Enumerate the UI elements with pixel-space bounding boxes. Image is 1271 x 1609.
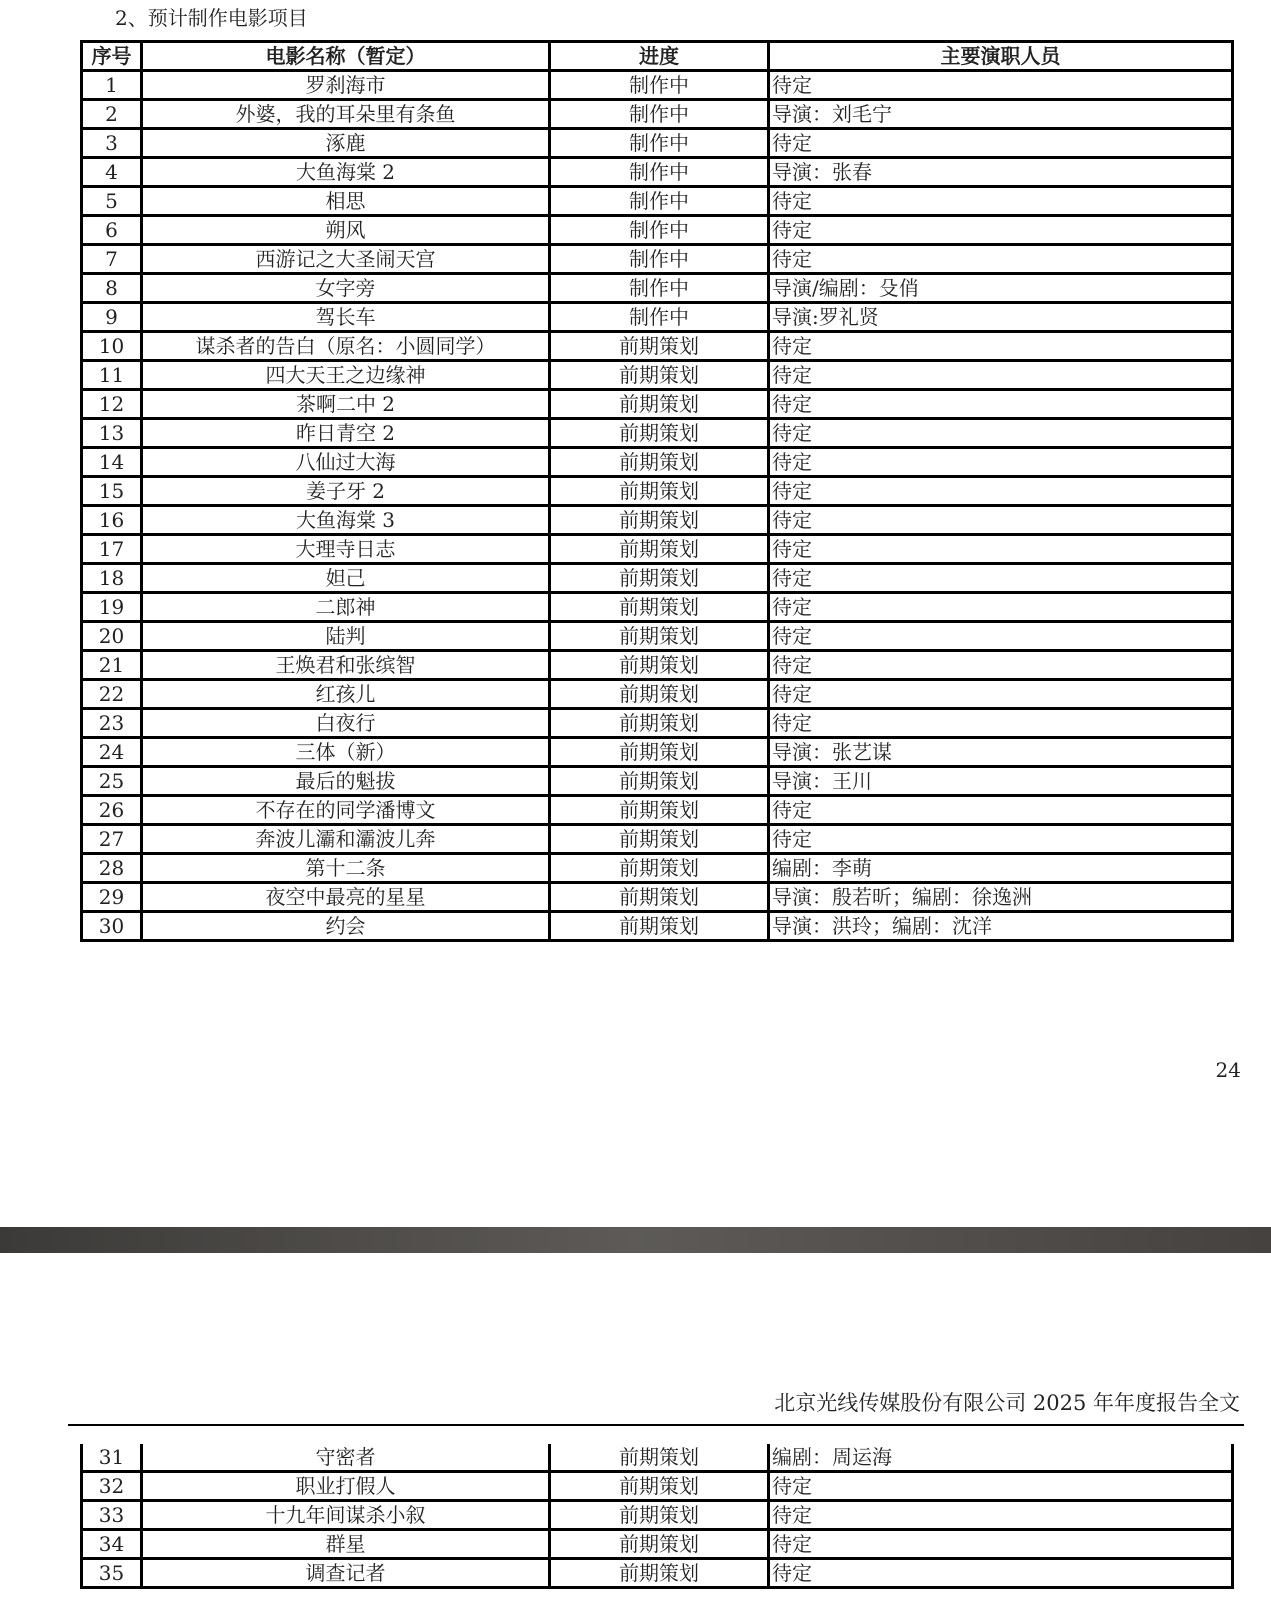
- cell-progress: 前期策划: [550, 883, 769, 912]
- cell-film-title: 三体（新）: [142, 738, 550, 767]
- header-index: 序号: [82, 42, 142, 71]
- cell-progress: 前期策划: [550, 390, 769, 419]
- cell-index: 26: [82, 796, 142, 825]
- cell-cast-crew: 导演：洪玲；编剧：沈洋: [769, 912, 1233, 941]
- cell-cast-crew: 待定: [769, 216, 1233, 245]
- cell-film-title: 约会: [142, 912, 550, 941]
- cell-cast-crew: 待定: [769, 390, 1233, 419]
- cell-progress: 制作中: [550, 71, 769, 100]
- cell-film-title: 四大天王之边缘神: [142, 361, 550, 390]
- cell-progress: 前期策划: [550, 854, 769, 883]
- cell-cast-crew: 编剧：李萌: [769, 854, 1233, 883]
- table-row: [82, 1501, 1233, 1530]
- section-title: 2、预计制作电影项目: [115, 6, 308, 30]
- cell-cast-crew: 待定: [769, 1501, 1233, 1530]
- cell-film-title: 朔风: [142, 216, 550, 245]
- cell-progress: 前期策划: [550, 593, 769, 622]
- cell-cast-crew: 待定: [769, 187, 1233, 216]
- cell-index: 18: [82, 564, 142, 593]
- cell-film-title: 奔波儿灞和灞波儿奔: [142, 825, 550, 854]
- cell-progress: 制作中: [550, 216, 769, 245]
- cell-film-title: 大鱼海棠 2: [142, 158, 550, 187]
- table-row: [82, 187, 1233, 216]
- cell-index: 8: [82, 274, 142, 303]
- cell-cast-crew: 待定: [769, 448, 1233, 477]
- cell-cast-crew: 待定: [769, 477, 1233, 506]
- table-row: [82, 651, 1233, 680]
- cell-progress: 前期策划: [550, 448, 769, 477]
- cell-index: 16: [82, 506, 142, 535]
- cell-index: 19: [82, 593, 142, 622]
- cell-progress: 前期策划: [550, 1559, 769, 1588]
- table-row: [82, 593, 1233, 622]
- table-row: [82, 564, 1233, 593]
- cell-film-title: 大理寺日志: [142, 535, 550, 564]
- header-cast-crew: 主要演职人员: [769, 42, 1233, 71]
- cell-index: 33: [82, 1501, 142, 1530]
- cell-film-title: 最后的魁拔: [142, 767, 550, 796]
- cell-progress: 前期策划: [550, 767, 769, 796]
- cell-film-title: 大鱼海棠 3: [142, 506, 550, 535]
- cell-cast-crew: 待定: [769, 1472, 1233, 1501]
- cell-film-title: 罗刹海市: [142, 71, 550, 100]
- table-row: [82, 303, 1233, 332]
- cell-cast-crew: 待定: [769, 709, 1233, 738]
- table-row: [82, 129, 1233, 158]
- table-row: [82, 477, 1233, 506]
- cell-progress: 前期策划: [550, 361, 769, 390]
- cell-cast-crew: 导演：刘毛宁: [769, 100, 1233, 129]
- table-row: [82, 767, 1233, 796]
- cell-cast-crew: 导演：张春: [769, 158, 1233, 187]
- cell-film-title: 职业打假人: [142, 1472, 550, 1501]
- cell-cast-crew: 待定: [769, 332, 1233, 361]
- cell-cast-crew: 待定: [769, 1559, 1233, 1588]
- cell-progress: 制作中: [550, 274, 769, 303]
- cell-progress: 制作中: [550, 245, 769, 274]
- cell-cast-crew: 导演:罗礼贤: [769, 303, 1233, 332]
- cell-film-title: 红孩儿: [142, 680, 550, 709]
- cell-film-title: 守密者: [142, 1444, 550, 1472]
- cell-progress: 前期策划: [550, 825, 769, 854]
- page-divider: [0, 1227, 1271, 1253]
- table-row: [82, 419, 1233, 448]
- cell-cast-crew: 待定: [769, 245, 1233, 274]
- cell-film-title: 王焕君和张缤智: [142, 651, 550, 680]
- cell-progress: 前期策划: [550, 680, 769, 709]
- header-film-title: 电影名称（暂定）: [142, 42, 550, 71]
- table-row: [82, 796, 1233, 825]
- table-row: [82, 216, 1233, 245]
- cell-cast-crew: 待定: [769, 593, 1233, 622]
- cell-cast-crew: 导演/编剧：殳俏: [769, 274, 1233, 303]
- cell-progress: 前期策划: [550, 564, 769, 593]
- cell-index: 12: [82, 390, 142, 419]
- cell-index: 28: [82, 854, 142, 883]
- cell-progress: 制作中: [550, 129, 769, 158]
- table-row: [82, 390, 1233, 419]
- cell-cast-crew: 待定: [769, 535, 1233, 564]
- table-row: [82, 912, 1233, 941]
- cell-index: 32: [82, 1472, 142, 1501]
- cell-progress: 前期策划: [550, 1444, 769, 1472]
- cell-index: 31: [82, 1444, 142, 1472]
- cell-film-title: 陆判: [142, 622, 550, 651]
- table-row: [82, 158, 1233, 187]
- table-row: [82, 680, 1233, 709]
- cell-progress: 前期策划: [550, 796, 769, 825]
- table-row: [82, 361, 1233, 390]
- cell-cast-crew: 导演：殷若昕；编剧：徐逸洲: [769, 883, 1233, 912]
- cell-index: 23: [82, 709, 142, 738]
- cell-film-title: 女字旁: [142, 274, 550, 303]
- table-row: [82, 245, 1233, 274]
- cell-index: 1: [82, 71, 142, 100]
- table-row: [82, 1530, 1233, 1559]
- cell-index: 30: [82, 912, 142, 941]
- cell-cast-crew: 待定: [769, 651, 1233, 680]
- header-rule: [68, 1424, 1244, 1426]
- table-header-row: [82, 42, 1233, 71]
- cell-progress: 制作中: [550, 158, 769, 187]
- cell-index: 14: [82, 448, 142, 477]
- cell-progress: 前期策划: [550, 1501, 769, 1530]
- cell-index: 29: [82, 883, 142, 912]
- cell-index: 15: [82, 477, 142, 506]
- film-projects-table: [80, 40, 1234, 942]
- cell-progress: 制作中: [550, 303, 769, 332]
- cell-film-title: 茶啊二中 2: [142, 390, 550, 419]
- running-header: 北京光线传媒股份有限公司 2025 年年度报告全文: [774, 1391, 1240, 1415]
- cell-progress: 前期策划: [550, 506, 769, 535]
- cell-index: 11: [82, 361, 142, 390]
- cell-cast-crew: 待定: [769, 564, 1233, 593]
- cell-film-title: 第十二条: [142, 854, 550, 883]
- table-row: [82, 274, 1233, 303]
- cell-film-title: 十九年间谋杀小叙: [142, 1501, 550, 1530]
- cell-index: 25: [82, 767, 142, 796]
- cell-index: 3: [82, 129, 142, 158]
- cell-film-title: 谋杀者的告白（原名：小圆同学）: [142, 332, 550, 361]
- table-row: [82, 448, 1233, 477]
- cell-film-title: 驾长车: [142, 303, 550, 332]
- cell-index: 4: [82, 158, 142, 187]
- cell-progress: 前期策划: [550, 1472, 769, 1501]
- cell-cast-crew: 编剧：周运海: [769, 1444, 1233, 1472]
- cell-cast-crew: 待定: [769, 71, 1233, 100]
- film-projects-table-continued: [80, 1444, 1234, 1589]
- cell-index: 27: [82, 825, 142, 854]
- cell-index: 2: [82, 100, 142, 129]
- cell-index: 9: [82, 303, 142, 332]
- cell-progress: 前期策划: [550, 651, 769, 680]
- cell-progress: 前期策划: [550, 1530, 769, 1559]
- cell-cast-crew: 待定: [769, 361, 1233, 390]
- cell-progress: 前期策划: [550, 738, 769, 767]
- cell-film-title: 调查记者: [142, 1559, 550, 1588]
- cell-cast-crew: 待定: [769, 680, 1233, 709]
- cell-index: 13: [82, 419, 142, 448]
- cell-cast-crew: 待定: [769, 1530, 1233, 1559]
- cell-progress: 制作中: [550, 187, 769, 216]
- cell-film-title: 不存在的同学潘博文: [142, 796, 550, 825]
- cell-index: 22: [82, 680, 142, 709]
- table-row: [82, 535, 1233, 564]
- table-row: [82, 854, 1233, 883]
- table-row: [82, 100, 1233, 129]
- cell-index: 35: [82, 1559, 142, 1588]
- cell-progress: 制作中: [550, 100, 769, 129]
- cell-film-title: 八仙过大海: [142, 448, 550, 477]
- cell-film-title: 妲己: [142, 564, 550, 593]
- cell-film-title: 群星: [142, 1530, 550, 1559]
- cell-cast-crew: 导演：王川: [769, 767, 1233, 796]
- cell-cast-crew: 待定: [769, 506, 1233, 535]
- table-row: [82, 709, 1233, 738]
- table-row: [82, 1559, 1233, 1588]
- cell-index: 6: [82, 216, 142, 245]
- cell-index: 5: [82, 187, 142, 216]
- cell-progress: 前期策划: [550, 419, 769, 448]
- cell-index: 20: [82, 622, 142, 651]
- cell-film-title: 涿鹿: [142, 129, 550, 158]
- cell-film-title: 白夜行: [142, 709, 550, 738]
- table-row: [82, 738, 1233, 767]
- cell-film-title: 昨日青空 2: [142, 419, 550, 448]
- cell-progress: 前期策划: [550, 477, 769, 506]
- cell-film-title: 外婆，我的耳朵里有条鱼: [142, 100, 550, 129]
- cell-index: 7: [82, 245, 142, 274]
- cell-film-title: 西游记之大圣闹天宫: [142, 245, 550, 274]
- table-row: [82, 622, 1233, 651]
- cell-cast-crew: 待定: [769, 129, 1233, 158]
- cell-progress: 前期策划: [550, 622, 769, 651]
- cell-film-title: 夜空中最亮的星星: [142, 883, 550, 912]
- table-row: [82, 1472, 1233, 1501]
- cell-index: 34: [82, 1530, 142, 1559]
- table-row: [82, 332, 1233, 361]
- cell-cast-crew: 待定: [769, 796, 1233, 825]
- page-number: 24: [1215, 1058, 1241, 1082]
- cell-progress: 前期策划: [550, 332, 769, 361]
- cell-index: 17: [82, 535, 142, 564]
- table-row: [82, 506, 1233, 535]
- cell-progress: 前期策划: [550, 912, 769, 941]
- cell-cast-crew: 导演：张艺谋: [769, 738, 1233, 767]
- cell-cast-crew: 待定: [769, 825, 1233, 854]
- table-row: [82, 1444, 1233, 1472]
- cell-cast-crew: 待定: [769, 419, 1233, 448]
- cell-index: 24: [82, 738, 142, 767]
- table-row: [82, 825, 1233, 854]
- cell-film-title: 二郎神: [142, 593, 550, 622]
- table-row: [82, 883, 1233, 912]
- cell-progress: 前期策划: [550, 535, 769, 564]
- table-row: [82, 71, 1233, 100]
- cell-index: 10: [82, 332, 142, 361]
- cell-progress: 前期策划: [550, 709, 769, 738]
- header-progress: 进度: [550, 42, 769, 71]
- cell-cast-crew: 待定: [769, 622, 1233, 651]
- cell-film-title: 相思: [142, 187, 550, 216]
- cell-index: 21: [82, 651, 142, 680]
- cell-film-title: 姜子牙 2: [142, 477, 550, 506]
